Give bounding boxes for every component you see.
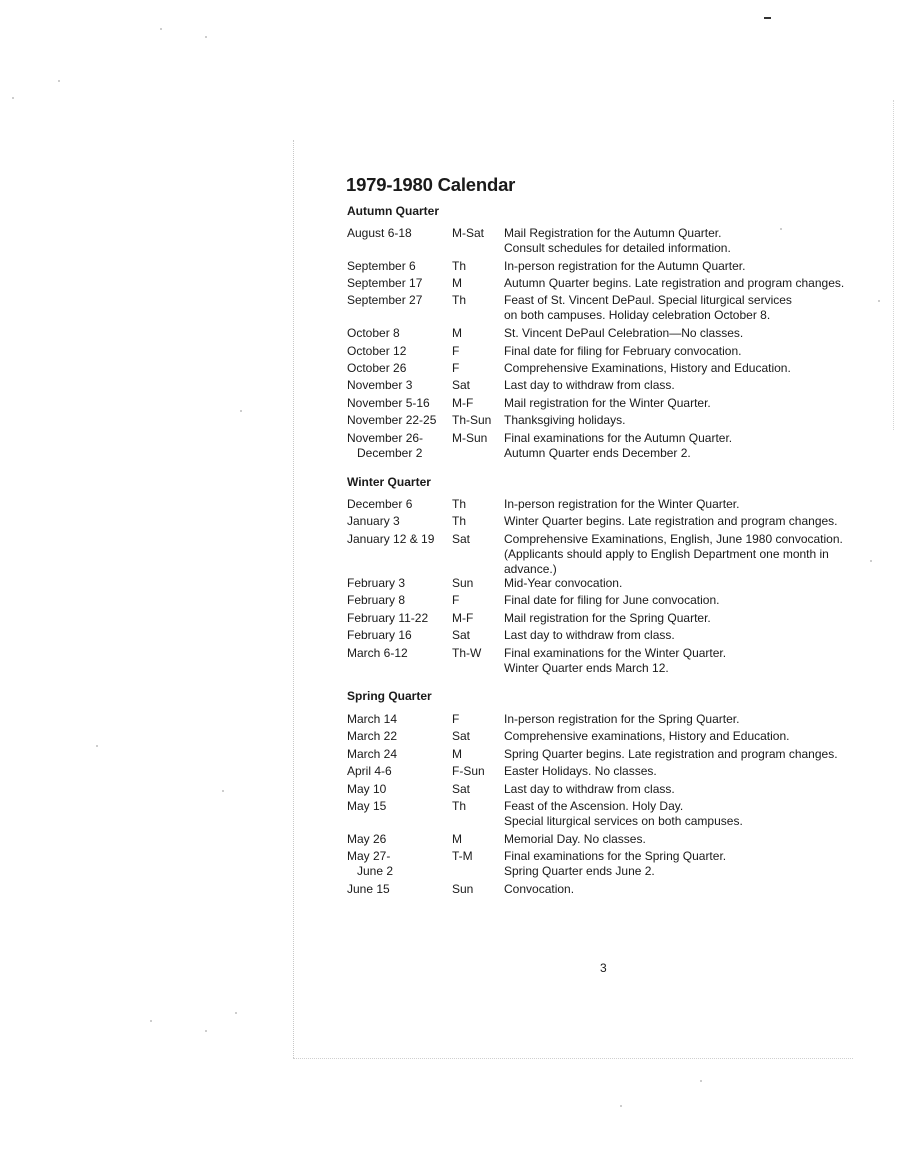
row-date: March 6-12 — [347, 646, 408, 660]
row-description: Final date for filing for February convocation. — [504, 344, 742, 358]
row-day: Sun — [452, 882, 474, 896]
row-description: Final date for filing for June convocation. — [504, 593, 720, 607]
row-date: March 24 — [347, 747, 398, 761]
row-date: February 8 — [347, 593, 406, 607]
scan-speck — [150, 1020, 152, 1022]
row-date: September 27 — [347, 293, 423, 307]
row-day: M-F — [452, 611, 474, 625]
row-day: M — [452, 326, 462, 340]
row-day: F — [452, 593, 460, 607]
row-description: Spring Quarter begins. Late registration and program changes. — [504, 747, 838, 761]
row-description: Feast of the Ascension. Holy Day. Special liturgical services on both campuses. — [504, 799, 743, 828]
scan-speck — [205, 1030, 207, 1032]
row-date: May 26 — [347, 832, 387, 846]
row-day: M-Sun — [452, 431, 488, 445]
row-day: Th — [452, 259, 467, 273]
scan-speck — [160, 28, 162, 30]
row-date: September 6 — [347, 259, 416, 273]
row-day: F — [452, 712, 460, 726]
row-date: March 14 — [347, 712, 398, 726]
section-heading-spring: Spring Quarter — [347, 689, 432, 703]
row-description: Last day to withdraw from class. — [504, 628, 675, 642]
row-date: May 15 — [347, 799, 387, 813]
row-date: December 6 — [347, 497, 413, 511]
section-heading-winter: Winter Quarter — [347, 475, 431, 489]
row-date: November 3 — [347, 378, 413, 392]
scan-page-edge-right — [893, 100, 895, 430]
row-date: November 5-16 — [347, 396, 430, 410]
row-description: Easter Holidays. No classes. — [504, 764, 657, 778]
row-date: February 11-22 — [347, 611, 429, 625]
row-day: M — [452, 747, 462, 761]
row-date: January 3 — [347, 514, 400, 528]
row-date: June 15 — [347, 882, 390, 896]
row-date: November 22-25 — [347, 413, 437, 427]
row-day: M-Sat — [452, 226, 485, 240]
row-day: T-M — [452, 849, 473, 863]
row-date: September 17 — [347, 276, 423, 290]
scan-speck — [96, 745, 98, 747]
row-day: Th-Sun — [452, 413, 492, 427]
scan-speck — [12, 97, 14, 99]
row-description: In-person registration for the Autumn Quarter. — [504, 259, 746, 273]
row-date: February 16 — [347, 628, 412, 642]
row-description: Final examinations for the Autumn Quarter. Autumn Quarter ends December 2. — [504, 431, 733, 460]
row-description: In-person registration for the Winter Quarter. — [504, 497, 740, 511]
row-description: Thanksgiving holidays. — [504, 413, 626, 427]
row-day: Sat — [452, 729, 471, 743]
row-day: Sat — [452, 782, 471, 796]
row-date: January 12 & 19 — [347, 532, 435, 546]
scan-speck — [222, 790, 224, 792]
row-day: F — [452, 344, 460, 358]
row-date: February 3 — [347, 576, 406, 590]
scan-speck — [205, 36, 207, 38]
row-description: Mid-Year convocation. — [504, 576, 623, 590]
row-description: Comprehensive examinations, History and Education. — [504, 729, 790, 743]
row-day: Th — [452, 514, 467, 528]
row-description: Memorial Day. No classes. — [504, 832, 646, 846]
page-number: 3 — [600, 961, 607, 975]
scan-speck — [700, 1080, 702, 1082]
row-date: August 6-18 — [347, 226, 412, 240]
row-date: November 26- December 2 — [347, 431, 424, 460]
scan-speck — [240, 410, 242, 412]
row-day: Th — [452, 293, 467, 307]
row-day: Th-W — [452, 646, 482, 660]
row-description: Feast of St. Vincent DePaul. Special liturgical services on both campuses. Holiday celebration October 8. — [504, 293, 792, 322]
row-date: October 26 — [347, 361, 407, 375]
row-date: May 27- June 2 — [347, 849, 394, 878]
row-description: Comprehensive Examinations, English, June 1980 convocation. (Applicants should apply to English Department one month in advance.) — [504, 532, 843, 576]
row-day: Th — [452, 799, 467, 813]
row-date: October 12 — [347, 344, 407, 358]
scan-speck — [878, 300, 880, 302]
row-description: Last day to withdraw from class. — [504, 782, 675, 796]
scan-page-edge-left — [293, 140, 295, 1058]
row-day: F-Sun — [452, 764, 485, 778]
row-day: Th — [452, 497, 467, 511]
scan-speck — [58, 80, 60, 82]
row-day: Sat — [452, 532, 471, 546]
scan-mark — [764, 17, 771, 19]
row-day: F — [452, 361, 460, 375]
row-date: April 4-6 — [347, 764, 392, 778]
row-description: Mail Registration for the Autumn Quarter. Consult schedules for detailed information. — [504, 226, 731, 255]
scan-speck — [235, 1012, 237, 1014]
row-date: October 8 — [347, 326, 400, 340]
scan-page-edge-bottom — [293, 1058, 853, 1060]
row-description: Autumn Quarter begins. Late registration and program changes. — [504, 276, 845, 290]
row-description: Convocation. — [504, 882, 575, 896]
row-description: St. Vincent DePaul Celebration—No classes. — [504, 326, 744, 340]
section-heading-autumn: Autumn Quarter — [347, 204, 440, 218]
row-day: Sat — [452, 628, 471, 642]
row-date: March 22 — [347, 729, 398, 743]
row-day: M — [452, 276, 462, 290]
row-day: M-F — [452, 396, 474, 410]
page-title: 1979-1980 Calendar — [346, 174, 516, 195]
row-date: May 10 — [347, 782, 387, 796]
scan-speck — [870, 560, 872, 562]
row-description: Winter Quarter begins. Late registration and program changes. — [504, 514, 838, 528]
row-description: Mail registration for the Spring Quarter. — [504, 611, 711, 625]
row-day: Sun — [452, 576, 474, 590]
row-description: Mail registration for the Winter Quarter. — [504, 396, 711, 410]
row-day: M — [452, 832, 462, 846]
row-description: Final examinations for the Spring Quarter. Spring Quarter ends June 2. — [504, 849, 727, 878]
row-day: Sat — [452, 378, 471, 392]
row-description: In-person registration for the Spring Quarter. — [504, 712, 740, 726]
scan-speck — [620, 1105, 622, 1107]
row-description: Last day to withdraw from class. — [504, 378, 675, 392]
row-description: Comprehensive Examinations, History and Education. — [504, 361, 791, 375]
row-description: Final examinations for the Winter Quarter. Winter Quarter ends March 12. — [504, 646, 727, 675]
